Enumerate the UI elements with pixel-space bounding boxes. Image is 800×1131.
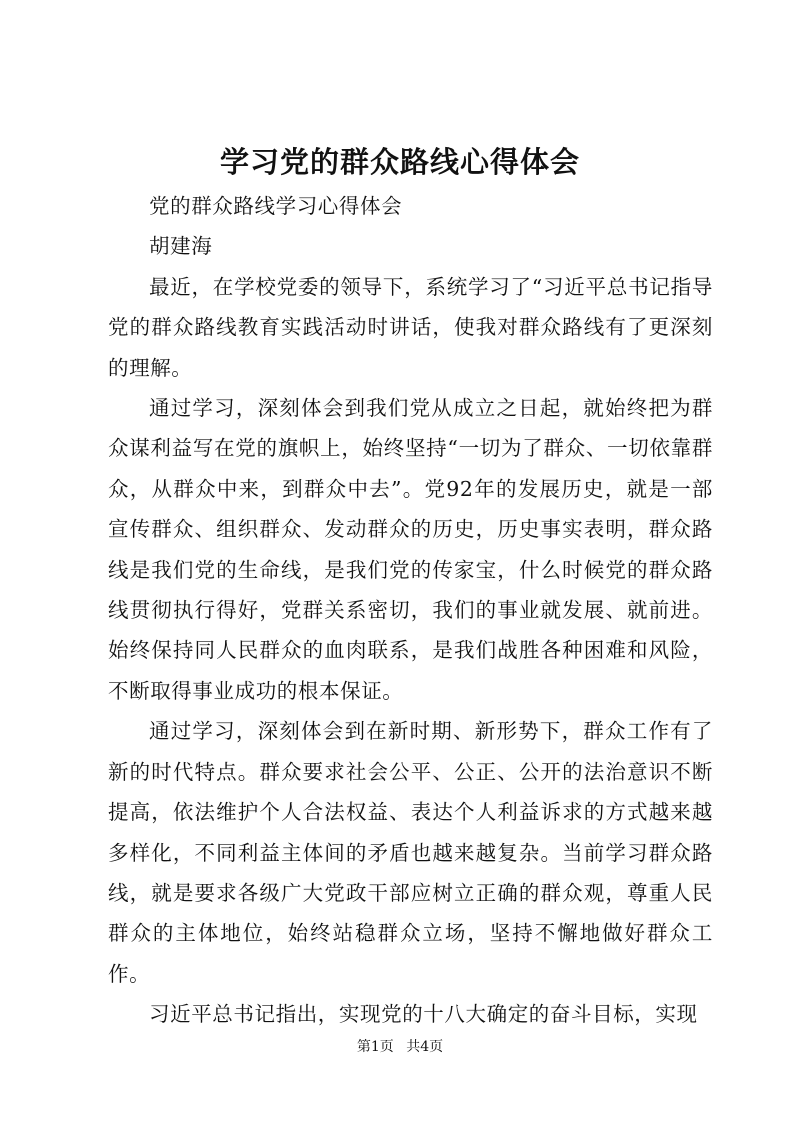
document-title: 学习党的群众路线心得体会	[219, 145, 580, 179]
document-body	[108, 186, 713, 1035]
paragraph-4: 习近平总书记指出，实现党的十八大确定的奋斗目标，实现	[149, 1002, 698, 1027]
paragraph-1: 最近，在学校党委的领导下，系统学习了“习近平总书记指导党的群众路线教育实践活动时讲话，使我对群众路线有了更深刻的理解。	[108, 274, 713, 380]
page-number: 第1页	[356, 1039, 394, 1055]
paragraph-2: 通过学习，深刻体会到我们党从成立之日起，就始终把为群众谋利益写在党的旗帜上，始终坚持“一切为了群众、一切依靠群众，从群众中来，到群众中去”。党92年的发展历史，就是一部宣传群众、组织群众、发动群众的历史，历史事实表明，群众路线是我们党的生命线，是我们党的传家宝，什么时候党的群众路线贯彻执行得好，党群关系密切，我们的事业就发展、就前进。始终保持同人民群众的血肉联系，是我们战胜各种困难和风险，不断取得事业成功的根本保证。	[108, 396, 713, 703]
document-subtitle: 党的群众路线学习心得体会	[149, 194, 403, 218]
paragraph-3: 通过学习，深刻体会到在新时期、新形势下，群众工作有了新的时代特点。群众要求社会公平、公正、公开的法治意识不断提高，依法维护个人合法权益、表达个人利益诉求的方式越来越多样化，不同利益主体间的矛盾也越来越复杂。当前学习群众路线，就是要求各级广大党政干部应树立正确的群众观，尊重人民群众的主体地位，始终站稳群众立场，坚持不懈地做好群众工作。	[108, 719, 713, 986]
page-footer	[0, 1037, 800, 1057]
document-author: 胡建海	[149, 234, 213, 259]
page-total: 共4页	[406, 1039, 444, 1055]
